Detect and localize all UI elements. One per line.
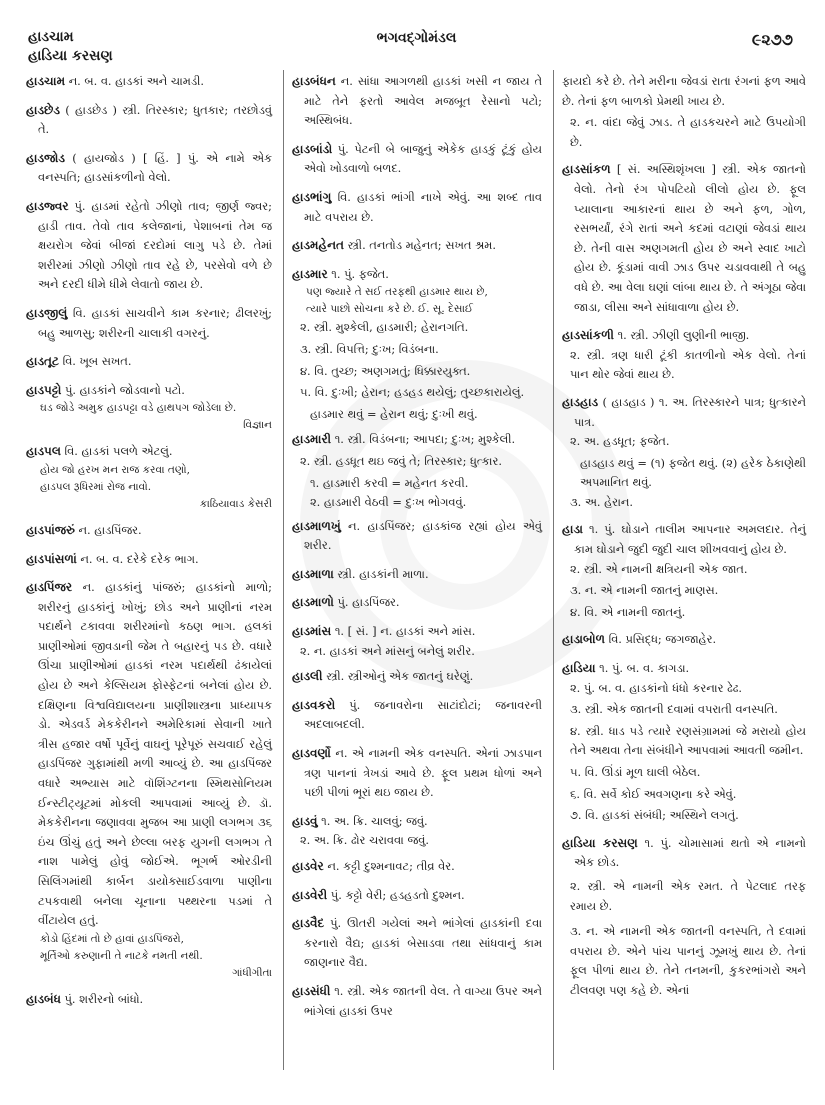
headword: હાડમાર [292,266,328,281]
definition: ન. કટ્ટી દુશ્મનાવટ; તીવ્ર વેર. [323,859,455,873]
sense: ૨. સ્ત્રી. મુશ્કેલી, હાડમારી; હેરાનગતિ. [300,320,469,335]
dictionary-entry [292,265,542,285]
headword: હાડજ્વર [26,198,69,213]
dictionary-entry [292,812,542,832]
sense: ૫. વિ. ઊંડાં મૂળ ઘાલી બેઠેલ. [570,765,701,779]
headword: હાડમાળા [292,566,334,581]
sense: ૩. ન. એ નામની એક જાતની વનસ્પતિ, તે દવામાં વપરાય છે. એને પાંચ પાનનું ઝૂમખું થાય છે. તેનાં ફૂલ પીળાં થાય છે. તેને તનમની, કુકરભાંગરો અને ટીલવણ પણ કહે છે. એનાં [570,924,806,997]
sense: ૪. સ્ત્રી. ધાડ પડે ત્યારે રણસંગ્રામમાં જે મરાયો હોય તેને અથવા તેના સંબંધીને આપવામાં આવતી જમીન. [570,723,806,758]
column-divider [283,70,284,1070]
definition: ન. સાંધા આગળથી હાડકાં ખસી ન જાય તે માટે તેને ફરતો આવેલ મજબૂત રેસાનો પટો; અસ્થિબંધ. [304,74,542,128]
column-3 [562,72,806,1003]
quotation: મૂર્તિઓ કરુણાની તે નાટકે નમતી નથી. [40,949,203,962]
dictionary-entry [26,149,272,188]
dictionary-entry [562,834,806,873]
definition: ૧. સ્ત્રી. એક જાતની વેલ. તે વાગ્યા ઉપર અને ભાંગેલાં હાડકાં ઉપર [304,983,542,1018]
sense: ૩. સ્ત્રી. એક જાતની દવામાં વપરાતી વનસ્પતિ. [570,702,778,717]
definition: પું. શરીરનો બાંધો. [60,991,144,1006]
usage-example: ૨. હાડમારી વેઠવી = દુઃખ ભોગવવું. [310,495,467,510]
quotation: હાડપલ રૂધિરમાં રોજ નાવો. [40,480,152,493]
dictionary-entry [292,188,542,227]
dictionary-entry [26,381,272,401]
dictionary-entry [26,101,272,140]
dictionary-entry [292,430,542,450]
sense: ૨. સ્ત્રી. ત્રણ ધારી ટૂંકી કાતળીનો એક વેલો. તેનાં પાન થોર જેવાં થાય છે. [570,347,806,382]
sense: ૪. વિ. તુચ્છ; અણગમતું; ધિક્કારયુક્ત. [300,363,471,378]
usage-example: હાડમાર થવું = હેરાન થવું; દુઃખી થવું. [310,406,478,421]
definition: વિ. પ્રસિદ્ધ; જગજાહેર. [605,632,717,647]
dictionary-entry [292,886,542,906]
dictionary-entry [292,565,542,585]
headword: હાડસાંકળી [562,328,614,343]
headword: હાડહાડ [562,394,599,409]
definition: વિ. હાડકાં સાચવીને કામ કરનાર; ઢીલરખું; બહુ આળસુ; શરીરની ચાલાકી વગરનું. [38,305,272,340]
headword: હાડસાંકળ [562,162,611,177]
headword: હાડવર્ણો [292,746,331,761]
sense: ૩. અ. હેરાન. [570,494,633,509]
definition: સ્ત્રી. હાડકાંની માળા. [333,566,429,581]
usage-example: ૧. હાડમારી કરવી = મહેનત કરવી. [310,475,469,490]
page-header [28,28,805,68]
sense: ૨. ન. વાંદા જેવું ઝાડ. તે હાડકચરને માટે ઉપયોગી છે. [570,115,806,149]
headword: હાડજીલું [26,305,68,320]
definition: પું. જનાવરોના સાટાંદોટાં; જનાવરની અદલાબદલી. [304,697,542,732]
sense: ૬. વિ. સર્વે કોઈ અવગણના કરે એવું. [570,786,737,801]
definition: ૧. પું. ઘોડાને તાલીમ આપનાર અમલદાર. તેનું કામ ઘોડાને જુદી જુદી ચાલ શીખવવાનું હોય છે. [574,522,806,557]
dictionary-entry [292,914,542,973]
headword: હાડાબોળ [562,632,605,647]
definition: વિ. ખૂબ સખત. [59,354,132,369]
dictionary-entry [292,667,542,687]
quotation: હોય જો હરખ મન રાજ કરવા તણો, [40,463,191,476]
dictionary-entry [26,550,272,570]
definition: ન. એ નામની એક વનસ્પતિ. એનાં ઝાડપાન ત્રણ પાનનાં ત્રેખડાં આવે છે. ફૂલ પ્રથમ ધોળાં અને પછી પીળાં ભૂરાં થઇ જાય છે. [304,746,542,800]
headword: હાડમારી [292,432,332,447]
definition: ન. હાડપિંજર. [74,522,142,537]
definition: ( હાડછેડ ) સ્ત્રી. તિરસ્કાર; ધુતકાર; તરછોડવું તે. [38,102,272,137]
headword: હાડવેર [292,859,324,873]
usage-example: હાડહાડ થવું = (૧) ફજેત થવું. (૨) હરેક ઠેકાણેથી અપમાનિત થવું. [580,455,807,490]
dictionary-entry [292,140,542,179]
dictionary-entry [562,326,806,346]
sense: ૨. સ્ત્રી. એ નામની ક્ષત્રિયની એક જાત. [570,561,748,576]
sense: ૩. સ્ત્રી. વિપત્તિ; દુઃખ; વિડંબના. [300,341,439,356]
headword: હાડા [562,522,584,537]
headword: હાડમાળખું [292,518,341,533]
headword: હાડછેડ [26,102,60,117]
headword: હાડમાંસ [292,624,332,639]
headword: હાડપટ્ટો [26,382,62,397]
dictionary-entry [26,521,272,541]
headword: હાડવેરી [292,887,328,902]
dictionary-entry [292,857,542,877]
definition: ૧. પું. બ. વ. કાગડા. [595,661,690,676]
definition: પું. હાડપિંજર. [333,595,400,610]
quotation: ઘડ જોડે અમુક હાડપટ્ટા વડે હાથપગ જોડેલા છે. [40,402,237,415]
definition: ( હાડહાડ ) ૧. અ. તિરસ્કારને પાત્ર; ધુત્કારને પાત્ર. [574,394,806,429]
definition: ૧. પું. ફજેત. [327,266,389,281]
dictionary-entry [562,520,806,559]
sense: ૪. વિ. એ નામની જાતનું. [570,604,686,619]
dictionary-entry [292,236,542,256]
dictionary-entry [292,593,542,613]
definition: ન. હાડકાંનું પાંજરું; હાડકાંનો માળો; શરીરનું હાડકાંનું ખોખું; છોડ અને પ્રાણીનાં નરમ પદાર્થને ટકાવવા શરીરમાંનો કઠણ ભાગ. હલકાં પ્રાણીઓમાં જીવડાની જેમ તે બહારનું પડ છે. વધારે ઊંચા પ્રાણીઓમાં હાડકાં નરમ પદાર્થથી ઢંકાયેલાં હોય છે અને કેલ્સિયમ ફોસ્ફેટનાં બનેલાં હોય છે. દક્ષિણના વિશ્વવિદ્યાલયના પ્રાણીશાસ્ત્રના પ્રાધ્યાપક ડો. એડવર્ડ મેકકેરીનને અમેરિકામાં સેવાની ખાતે ત્રીસ હજાર વર્ષો પૂર્વેનું વાઘનું પૂરેપૂરું સચવાઈ રહેલું હાડપિંજર ગુફામાંથી મળી આવ્યું છે. આ હાડપિંજર વધારે અભ્યાસ માટે વૉશિંગ્ટનના સ્મિથસોનિયમ ઈન્સ્ટીટ્યૂટમાં મોકલી આપવામાં આવ્યું છે. ડૉ. મેકકેરીનના જણાવવા મુજબ આ પ્રાણી લગભગ ૩૬ ઇંચ ઊંચું હતું અને છેલ્લા બરફ યુગની લગભગ તે નાશ પામેલું હોવું જોઈએ. ભૂગર્ભ ઓરડીની સિલિંગમાંથી કાર્બન ડાયોક્સાઈડવાળા પાણીના ટપકવાથી બનેલા ચૂનાના પથ્થરના પડમાં તે વીંટાયેલ હતું. [38,580,272,928]
sense: ૫. વિ. દુઃખી; હેરાન; હડહડ થયેલું; તુચ્છકારાયેલું. [300,385,525,400]
definition: [ સં. અસ્થિશૃંખલા ] સ્ત્રી. એક જાતનો વેલો. તેનો રંગ પોપટિયો લીલો હોય છે. ફૂલ પ્યાલાના આકારનાં થાય છે અને ફળ, ગોળ, રસભર્યાં, રંગે રાતાં અને કદમાં વટાણાં જેવડાં થાય છે. તેની વાસ અણગમતી હોય છે અને સ્વાદ ખાટો હોય છે. કૂંડામાં વાવી ઝાડ ઉપર ચડાવવાથી તે બહુ વધે છે. આ વેલા ઘણાં લાંબા થાય છે. તે અંગૂઠા જેવા જાડા, લીસા અને સાંધાવાળા હોય છે. [574,162,806,314]
column-divider [553,70,554,1070]
sense: ૩. ન. એ નામની જાતનું માણસ. [570,583,719,598]
definition: પું. કટ્ટો વેરી; હડહડતો દુશ્મન. [327,887,465,902]
definition: પું. હાડકાંને જોડવાનો પટો. [61,382,185,397]
headword: હાડિયા કરસણ [562,835,638,850]
dictionary-entry [292,744,542,803]
quotation: કોડો હિંદમાં તો છે હાવાં હાડપિંજરો, [40,932,184,945]
definition: ૧. પું. ચોમાસામાં થતો એ નામનો એક છોડ. [574,835,806,870]
headword: હાડપલ [26,444,61,459]
definition: ( હાયજોડ ) [ હિં. ] પું. એ નામે એક વનસ્પતિ; હાડસાંકળીનો વેલો. [38,150,272,185]
headword: હાડપાંજરું [26,522,75,537]
definition: ન. બ. વ. હાડકાં અને ચામડી. [65,74,204,88]
headword: હાડજોડ [26,150,66,165]
dictionary-entry [26,352,272,372]
dictionary-entry [26,990,272,1010]
headword: હાડવૈદ [292,916,325,931]
definition: ૧. [ સં. ] ન. હાડકાં અને માંસ. [331,624,476,639]
headword: હાડબંધ [26,991,61,1006]
dictionary-entry [292,696,542,735]
dictionary-entry [292,72,542,131]
quotation: ત્યારે પાછો સોચના કરે છે. ઈ. સૂ. દેસાઈ [306,303,474,316]
headword: હાડબાંડો [292,141,333,156]
headword: હાડતૂટ [26,354,60,369]
column-1 [26,72,272,1018]
dictionary-entry [292,517,542,556]
dictionary-entry [562,393,806,432]
dictionary-entry [562,630,806,650]
dictionary-entry [26,304,272,343]
book-title: ભગવદ્ગોમંડલ [376,30,457,46]
dictionary-entry [292,982,542,1021]
quotation: પણ જ્યારે તે સઈ તરફથી હાડમાર થાય છે, [306,286,488,299]
headword: હાડમહેનત [292,238,344,253]
definition: સ્ત્રી. સ્ત્રીઓનું એક જાતનું ઘરેણું. [322,669,474,684]
definition: ન. બ. વ. દરેકે દરેક ભાગ. [76,551,199,566]
headword: હાડિયા [562,661,596,676]
headword: હાડસંધી [292,983,331,998]
definition: પું. હાડમાં રહેતો ઝીણો તાવ; જીર્ણ જ્વર; હાડી તાવ. તેવો તાવ કલેજાનાં, પેશાબનાં તેમ જ ક્ષયરોગ જેવાં બીજાં દરદોમાં લાગુ પડે છે. તેમાં શરીરમાં ઝીણો ઝીણો તાવ રહે છે, પરસેવો વળે છે અને દરદી ધીમે ધીમે લેવાતો જાય છે. [38,198,272,292]
sense: ૨. ન. હાડકાં અને માંસનું બનેલું શરીર. [300,643,475,658]
headword: હાડબંધન [292,74,336,88]
headword: હાડવું [292,813,318,828]
definition: પું. પેટની બે બાજુનું એકેક હાડકું ટૂંકું હોય એવો ખોડવાળો બળદ. [304,141,542,176]
headword: હાડચામ [26,74,66,88]
headword: હાડભાંગુ [292,189,332,204]
sense: ૨. પું. બ. વ. હાડકાંનો ધંધો કરનાર ઢેઢ. [570,680,743,695]
quotation-source: વિજ્ઞાન [243,419,272,432]
sense: ૨. સ્ત્રી. એ નામની એક રમત. તે પેટલાદ તરફ રમાય છે. [570,878,806,913]
headword: હાડલી [292,669,323,684]
column-2 [292,72,542,1030]
definition: સ્ત્રી. તનતોડ મહેનત; સખત શ્રમ. [343,238,496,253]
dictionary-entry [26,442,272,462]
sense: ૨. સ્ત્રી. હડધૂત થઇ જવું તે; તિરસ્કાર; ધુત્કાર. [300,453,502,468]
guide-word-last: હાડિયા કરસણ [28,48,113,64]
dictionary-entry [26,578,272,931]
headword: હાડમાળો [292,595,334,610]
dictionary-entry [292,622,542,642]
dictionary-entry [26,72,272,92]
definition: ૧. સ્ત્રી. ઝીણી લુણીની ભાજી. [613,328,750,343]
quotation-source: કાઠિયાવાડ કેસરી [199,497,272,510]
sense: ૨. અ. હડધૂત; ફજેત. [570,434,670,449]
definition: વિ. હાડકાં પલળે એટલું. [60,444,173,459]
dictionary-entry [562,659,806,679]
dictionary-entry [26,197,272,295]
headword: હાડવકરો [292,697,336,712]
continued-definition: ફાયદો કરે છે. તેને મરીના જેવડાં રાતા રંગનાં ફળ આવે છે. તેનાં ફળ બાળકો પ્રેમથી ખાય છે. [562,74,806,108]
guide-word-first: હાડચામ [28,29,74,45]
definition: ૧. અ. ક્રિ. ચાલવું; જવું. [317,813,428,828]
sense: ૭. વિ. હાડકાં સંબંધી; અસ્થિને લગતું. [570,808,739,823]
quotation-source: ગાંધીગીતા [232,966,272,979]
headword: હાડપાંસળાં [26,551,77,566]
page-number: ૯૨૭૭ [751,30,793,49]
definition: ન. હાડપિંજર; હાડકાંજ રહ્યાં હોય એવું શરીર. [304,518,542,553]
definition: ૧. સ્ત્રી. વિડંબના; આપદા; દુઃખ; મુશ્કેલી. [331,432,516,447]
headword: હાડપિંજર [26,580,73,595]
sense: ૨. અ. ક્રિ. ઢોર ચરાવવા જવું. [300,833,429,848]
definition: પું. ઊતરી ગયેલાં અને ભાંગેલાં હાડકાંની દવા કરનારો વૈદ્ય; હાડકાં બેસાડવા તથા સાંધવાનું કામ જાણનાર વૈદ્ય. [304,916,542,970]
definition: વિ. હાડકાં ભાંગી નાખે એવું. આ શબ્દ તાવ માટે વપરાય છે. [304,189,542,224]
dictionary-entry [562,160,806,317]
